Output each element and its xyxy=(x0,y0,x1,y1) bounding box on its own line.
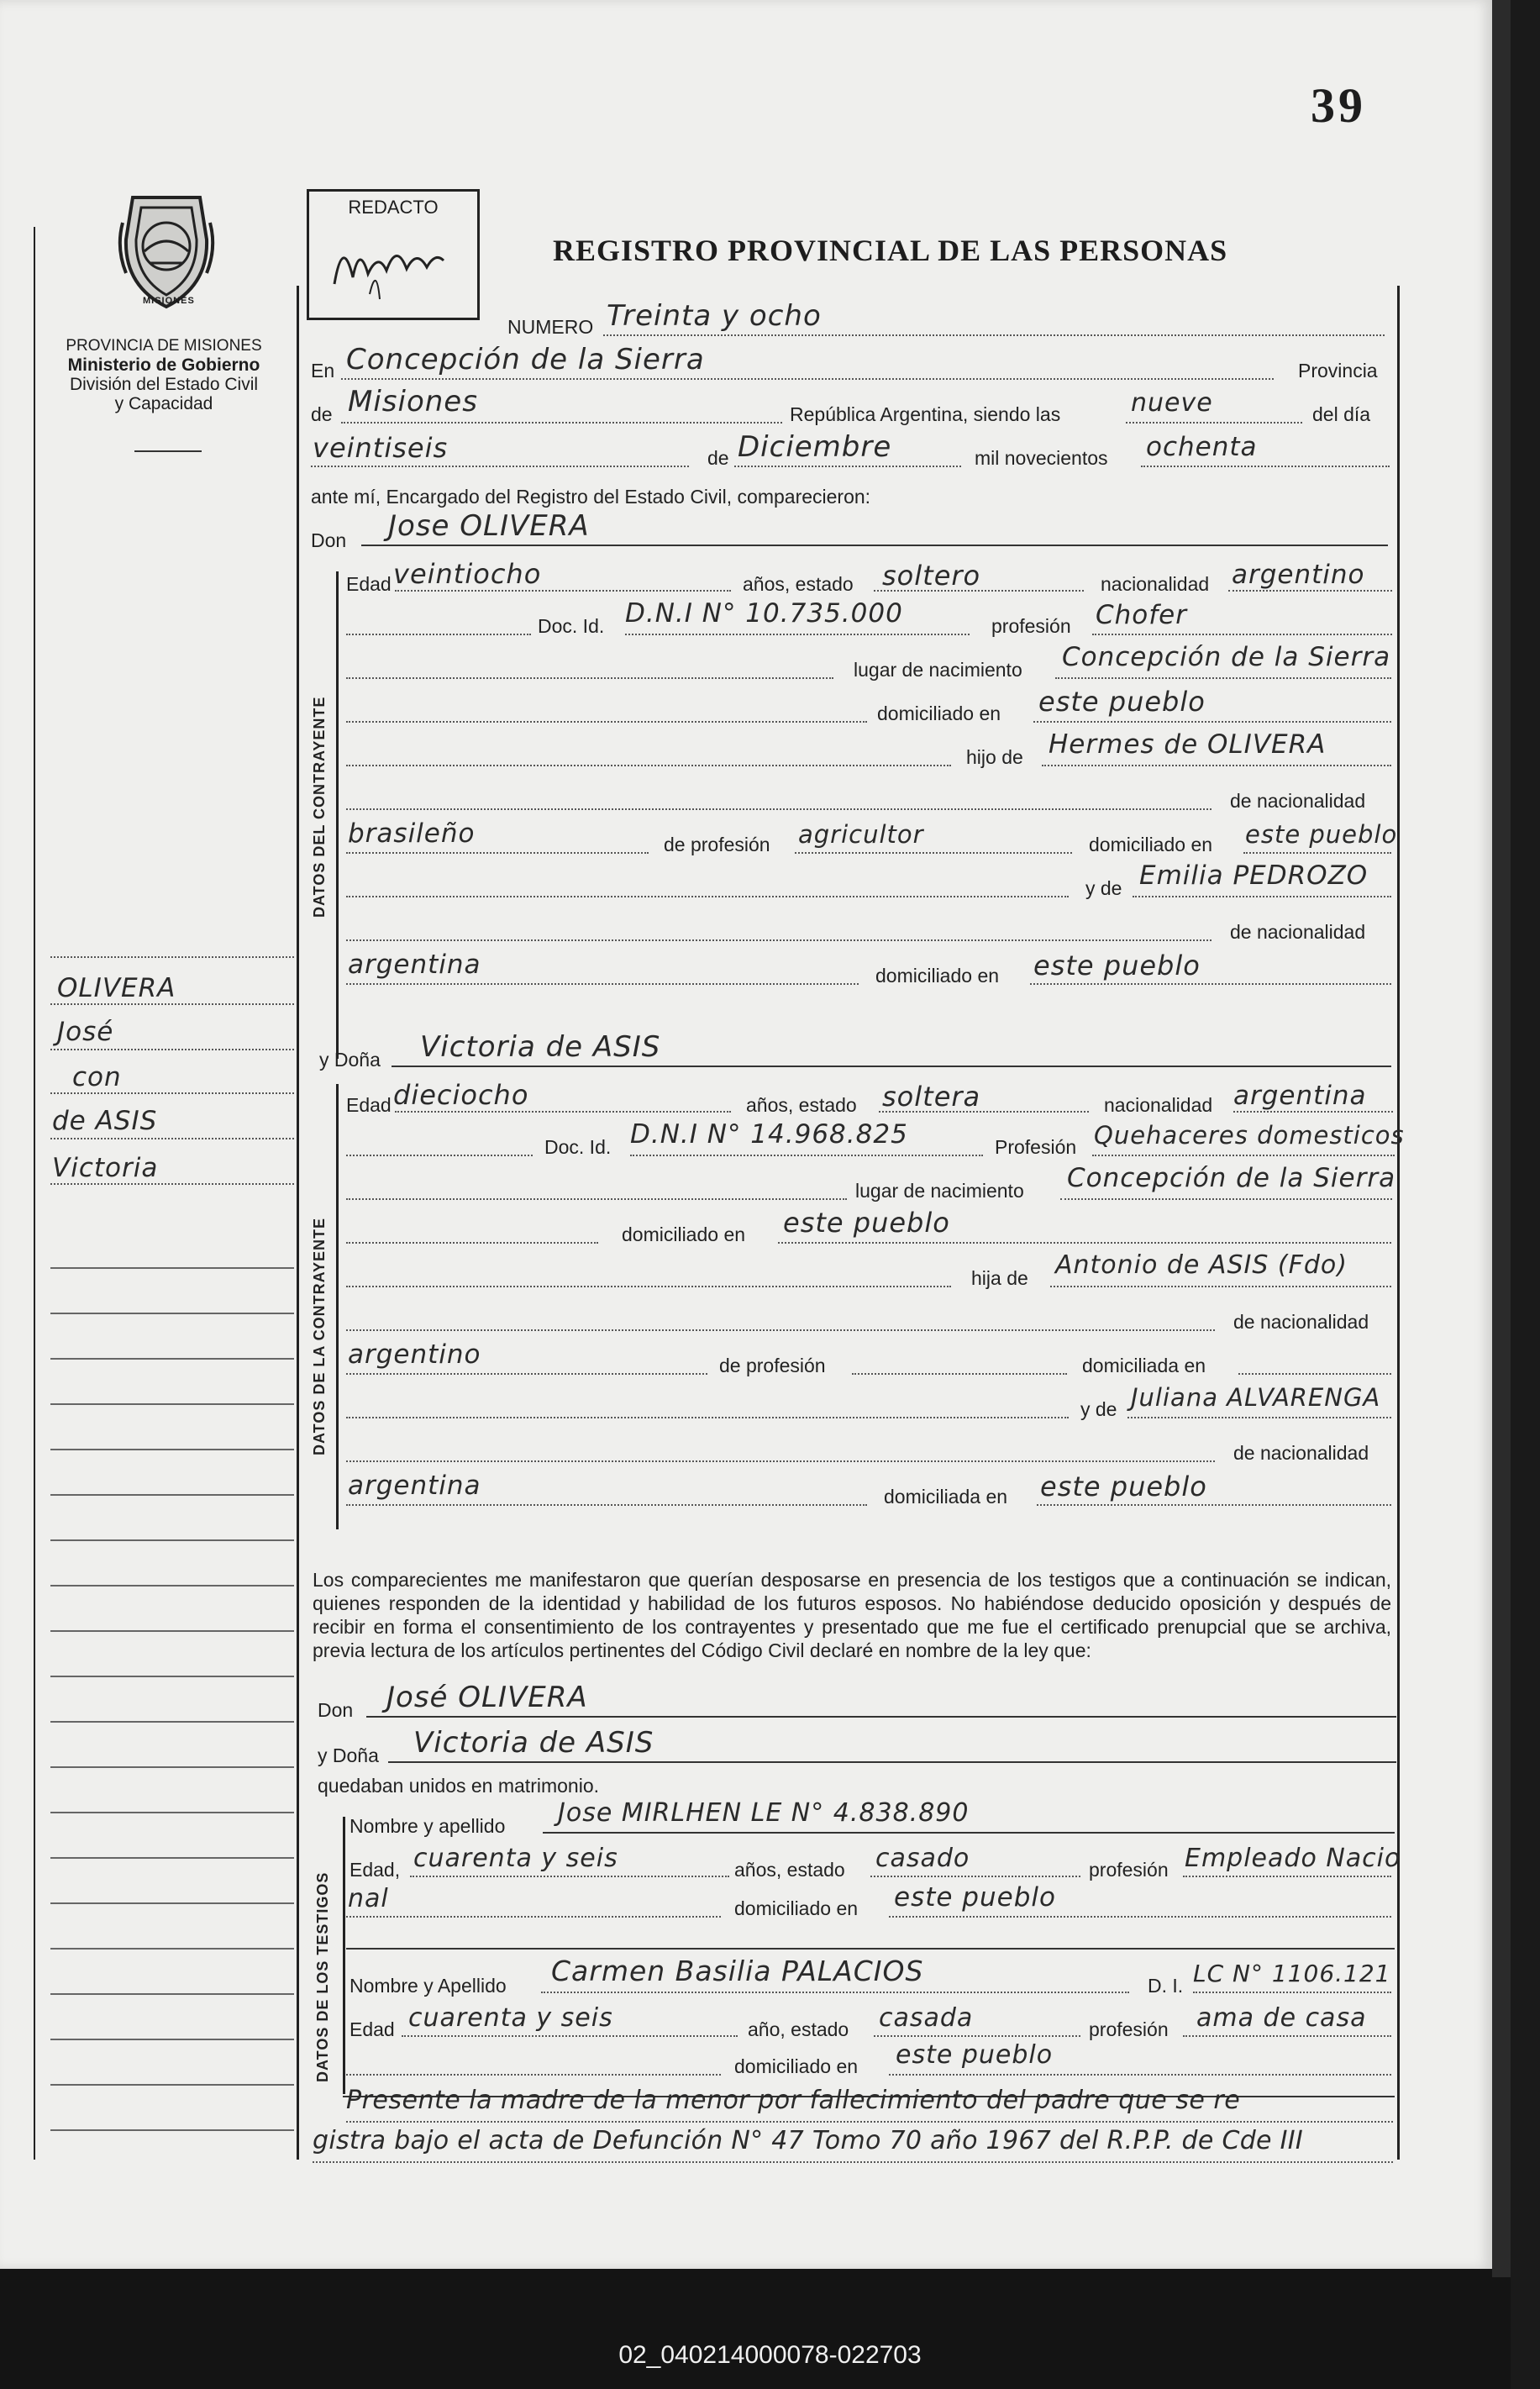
t2-estado-value: casada xyxy=(879,2003,974,2033)
c-madre-nac-pre-line xyxy=(346,939,1212,941)
c-anios-label: años, estado xyxy=(743,573,854,595)
dona-line xyxy=(392,1066,1391,1067)
de-mes-label: de xyxy=(707,447,729,469)
provincia-line xyxy=(341,422,782,424)
redacto-stamp xyxy=(307,189,480,320)
numero-label: NUMERO xyxy=(507,316,594,338)
f-yde-label: y de xyxy=(1080,1398,1117,1420)
don-label: Don xyxy=(311,529,347,551)
testigos-separator xyxy=(346,1948,1395,1950)
f-padre-value: Antonio de ASIS (Fdo) xyxy=(1055,1250,1348,1280)
f-doc-pre-line xyxy=(346,1155,533,1156)
contrayente-rule xyxy=(336,571,339,1059)
dona-label: y Doña xyxy=(319,1049,381,1071)
mil-label: mil novecientos xyxy=(975,447,1108,469)
c-madre-pre-line xyxy=(346,896,1069,897)
f-dom-value: este pueblo xyxy=(783,1207,950,1239)
t2-edad-label: Edad xyxy=(350,2018,395,2040)
c-edad-label: Edad xyxy=(346,573,392,595)
c-doc-label: Doc. Id. xyxy=(538,615,605,637)
t1-prof-line xyxy=(1183,1876,1391,1877)
f-madre-value: Juliana ALVARENGA xyxy=(1131,1383,1381,1412)
c-padre-prof-label: de profesión xyxy=(664,834,770,855)
mes-value: Diciembre xyxy=(738,430,892,464)
f-padre-dom-line xyxy=(1238,1373,1391,1375)
c-estado-value: soltero xyxy=(882,560,981,592)
c-padre-dom-label: domiciliado en xyxy=(1089,834,1213,855)
c-dom-value: este pueblo xyxy=(1038,686,1206,718)
t1-estado-line xyxy=(870,1876,1080,1877)
c-padre-prof-value: agricultor xyxy=(798,820,924,849)
office-block xyxy=(34,336,294,413)
c-doc-value: D.N.I N° 10.735.000 xyxy=(625,598,903,629)
union-dona-label: y Doña xyxy=(318,1744,379,1766)
anio-value: ochenta xyxy=(1146,432,1258,462)
t2-di-line xyxy=(1193,1992,1391,1993)
c-lugar-value: Concepción de la Sierra xyxy=(1062,642,1391,672)
t2-prof-value: ama de casa xyxy=(1196,2003,1367,2033)
f-prof-value: Quehaceres domesticos xyxy=(1094,1121,1405,1150)
t1-prof-label: profesión xyxy=(1089,1859,1169,1881)
contrayenta-rule xyxy=(336,1084,339,1529)
t2-dom-value: este pueblo xyxy=(896,2040,1054,2070)
f-padre-nac-pre-line xyxy=(346,1329,1215,1331)
union-dona-line xyxy=(388,1761,1396,1763)
t2-dom-label: domiciliado en xyxy=(734,2055,859,2077)
c-madre-dom-value: este pueblo xyxy=(1033,950,1201,981)
t2-prof-line xyxy=(1183,2035,1391,2037)
margin-note-spouse-firstname: Victoria xyxy=(52,1153,159,1183)
c-dom-label: domiciliado en xyxy=(877,702,1001,724)
c-dom-pre-line xyxy=(346,721,867,723)
office-capacity: y Capacidad xyxy=(114,394,213,413)
t2-nombre-line xyxy=(541,1992,1129,1993)
union-don-line xyxy=(366,1716,1396,1718)
c-dom-line xyxy=(1033,721,1391,723)
c-madre-nac-label: de nacionalidad xyxy=(1230,921,1366,943)
c-doc-line xyxy=(625,634,970,635)
mes-line xyxy=(734,466,961,467)
f-prof-line xyxy=(1092,1155,1395,1156)
f-nac-line xyxy=(1233,1111,1393,1113)
c-prof-value: Chofer xyxy=(1096,600,1187,630)
f-nac-value: argentina xyxy=(1233,1081,1367,1111)
c-madre-dom-line xyxy=(1030,983,1391,985)
t2-di-value: LC N° 1106.121 xyxy=(1193,1960,1391,1987)
c-yde-label: y de xyxy=(1085,877,1122,899)
lugar-line xyxy=(341,378,1274,380)
c-padre-nac-line xyxy=(346,852,649,854)
provincia-label: Provincia xyxy=(1298,360,1378,382)
numero-value: Treinta y ocho xyxy=(607,299,822,333)
t1-nombre-value: Jose MIRLHEN LE N° 4.838.890 xyxy=(558,1798,970,1828)
t2-dom-pre-line xyxy=(346,2074,721,2076)
don-line xyxy=(361,545,1388,546)
f-anios-label: años, estado xyxy=(746,1094,857,1116)
c-hijo-label: hijo de xyxy=(966,746,1023,768)
margin-note-con: con xyxy=(72,1062,122,1092)
c-lugar-line xyxy=(1055,677,1391,679)
f-madre-dom-label: domiciliada en xyxy=(884,1486,1008,1508)
t1-prof-value: Empleado Nacio xyxy=(1185,1844,1401,1873)
c-prof-label: profesión xyxy=(991,615,1071,637)
registry-title: REGISTRO PROVINCIAL DE LAS PERSONAS xyxy=(553,234,1228,267)
en-label: En xyxy=(311,360,335,382)
margin-note-spouse-surname: de ASIS xyxy=(52,1106,158,1136)
margin-note-firstname: José xyxy=(57,1017,114,1047)
contrayenta-side-label: DATOS DE LA CONTRAYENTE xyxy=(311,1217,328,1455)
hora-line xyxy=(1126,422,1302,424)
c-prof-line xyxy=(1092,634,1392,635)
f-dom-pre-line xyxy=(346,1242,598,1244)
f-edad-value: dieciocho xyxy=(393,1079,529,1111)
f-madre-nac-value: argentina xyxy=(348,1471,481,1501)
hora-value: nueve xyxy=(1131,388,1213,418)
f-madre-line xyxy=(1127,1417,1391,1418)
c-padre-nac-pre-line xyxy=(346,808,1212,810)
t1-dom-line xyxy=(889,1916,1391,1918)
f-hija-pre-line xyxy=(346,1286,951,1287)
f-padre-prof-label: de profesión xyxy=(719,1355,826,1376)
office-ministry: Ministerio de Gobierno xyxy=(67,355,260,375)
f-edad-label: Edad xyxy=(346,1094,392,1116)
f-madre-pre-line xyxy=(346,1417,1069,1418)
c-nac-value: argentino xyxy=(1232,560,1365,590)
c-padre-dom-line xyxy=(1243,852,1391,854)
office-division: División del Estado Civil xyxy=(69,375,259,394)
union-don-value: José OLIVERA xyxy=(386,1681,588,1714)
don-value: Jose OLIVERA xyxy=(388,509,590,543)
f-madre-nac-label: de nacionalidad xyxy=(1233,1442,1369,1464)
union-don-label: Don xyxy=(318,1699,354,1721)
t1-anios-label: años, estado xyxy=(734,1859,845,1881)
t1-edad-value: cuarenta y seis xyxy=(413,1844,618,1873)
f-padre-dom-label: domiciliada en xyxy=(1082,1355,1206,1376)
c-padre-nac-value: brasileño xyxy=(348,818,476,849)
declaration-paragraph: Los comparecientes me manifestaron que querían desposarse en presencia de los testigos que a continuación se indican, quienes responden de la identidad y habilidad de los futuros esposos. No habiéndose deducido oposición y después de recibir en forma el consentimiento de los contrayentes y presentado que me fue el certificado prenupcial que se archiva, previa lectura de los artículos pertinentes del Código Civil declaré en nombre de la ley que: xyxy=(313,1569,1391,1661)
c-madre-nac-line xyxy=(346,983,859,985)
c-madre-value: Emilia PEDROZO xyxy=(1139,860,1369,891)
c-madre-dom-label: domiciliado en xyxy=(875,965,1000,987)
f-lugar-line xyxy=(1060,1198,1392,1200)
f-padre-prof-line xyxy=(852,1373,1067,1375)
f-lugar-label: lugar de nacimiento xyxy=(855,1180,1024,1202)
final-note-1: Presente la madre de la menor por fallecimiento del padre que se re xyxy=(346,2086,1241,2115)
c-padre-dom-value: este pueblo xyxy=(1245,820,1398,849)
c-nac-label: nacionalidad xyxy=(1101,573,1210,595)
t2-prof-label: profesión xyxy=(1089,2018,1169,2040)
f-padre-nac-value: argentino xyxy=(348,1339,481,1370)
dia-line xyxy=(311,466,689,467)
f-lugar-value: Concepción de la Sierra xyxy=(1067,1163,1396,1193)
t1-estado-value: casado xyxy=(875,1844,970,1873)
t2-dom-line xyxy=(889,2074,1391,2076)
c-lugar-pre-line xyxy=(346,677,833,679)
c-lugar-label: lugar de nacimiento xyxy=(854,659,1022,681)
c-padre-prof-line xyxy=(795,852,1072,854)
c-padre-nac-label: de nacionalidad xyxy=(1230,790,1366,812)
contrayente-side-label: DATOS DEL CONTRAYENTE xyxy=(311,696,328,918)
f-doc-line xyxy=(630,1155,983,1156)
t1-edad-line xyxy=(410,1876,729,1877)
f-doc-value: D.N.I N° 14.968.825 xyxy=(630,1119,908,1150)
dona-value: Victoria de ASIS xyxy=(420,1030,661,1064)
c-edad-value: veintiocho xyxy=(393,558,542,590)
f-lugar-pre-line xyxy=(346,1198,847,1200)
f-padre-line xyxy=(1050,1286,1391,1287)
c-madre-nac-value: argentina xyxy=(348,950,481,980)
t2-di-label: D. I. xyxy=(1148,1975,1184,1997)
redacto-label: REDACTO xyxy=(309,192,477,218)
f-madre-nac-pre-line xyxy=(346,1460,1215,1462)
t1-nombre-line xyxy=(543,1832,1395,1834)
f-prof-label: Profesión xyxy=(995,1136,1077,1158)
c-padre-value: Hermes de OLIVERA xyxy=(1049,729,1327,760)
de-label: de xyxy=(311,403,333,425)
quedaban-text: quedaban unidos en matrimonio. xyxy=(318,1775,600,1797)
scan-identifier: 02_040214000078-022703 xyxy=(618,2341,922,2369)
note-line-1 xyxy=(346,2121,1393,2123)
form-right-rule xyxy=(1397,286,1400,2160)
c-doc-pre-line xyxy=(346,634,531,635)
f-padre-nac-label: de nacionalidad xyxy=(1233,1311,1369,1333)
f-madre-dom-value: este pueblo xyxy=(1040,1471,1207,1502)
note-line-2 xyxy=(313,2161,1393,2163)
office-divider xyxy=(134,450,202,452)
f-padre-nac-line xyxy=(346,1373,707,1375)
f-doc-label: Doc. Id. xyxy=(544,1136,612,1158)
final-note-2: gistra bajo el acta de Defunción N° 47 Tomo 70 año 1967 del R.P.P. de Cde III xyxy=(313,2126,1304,2155)
f-dom-line xyxy=(778,1242,1391,1244)
form-left-rule xyxy=(297,286,299,2160)
dia-value: veintiseis xyxy=(313,432,449,464)
t1-dom-value: este pueblo xyxy=(894,1882,1056,1913)
t2-edad-line xyxy=(402,2035,738,2037)
union-dona-value: Victoria de ASIS xyxy=(413,1726,654,1760)
office-province: PROVINCIA DE MISIONES xyxy=(66,337,262,355)
del-dia-label: del día xyxy=(1312,403,1371,425)
t2-nombre-value: Carmen Basilia PALACIOS xyxy=(551,1955,924,1987)
f-hija-label: hija de xyxy=(971,1267,1028,1289)
page-number: 39 xyxy=(1311,78,1366,133)
t1-prof-cont-value: nal xyxy=(348,1884,389,1913)
stamp-signature xyxy=(309,218,469,303)
t1-nombre-label: Nombre y apellido xyxy=(350,1815,506,1837)
t1-dom-label: domiciliado en xyxy=(734,1897,859,1919)
c-hijo-pre-line xyxy=(346,765,951,766)
left-margin-rule xyxy=(34,227,35,2160)
margin-empty-lines xyxy=(50,1223,294,2148)
numero-line xyxy=(603,334,1385,336)
testigos-side-label: DATOS DE LOS TESTIGOS xyxy=(314,1871,331,2082)
anio-line xyxy=(1141,466,1390,467)
ante-label: ante mí, Encargado del Registro del Estado Civil, comparecieron: xyxy=(311,486,871,508)
t2-nombre-label: Nombre y Apellido xyxy=(350,1975,507,1997)
c-madre-line xyxy=(1133,896,1391,897)
c-edad-line xyxy=(395,590,731,592)
t2-anios-label: año, estado xyxy=(748,2018,849,2040)
c-nac-line xyxy=(1228,590,1392,592)
lugar-value: Concepción de la Sierra xyxy=(346,343,705,376)
book-edge xyxy=(1511,0,1540,2389)
f-madre-dom-line xyxy=(1037,1504,1391,1506)
republica-label: República Argentina, siendo las xyxy=(790,403,1061,425)
c-padre-line xyxy=(1042,765,1391,766)
t2-edad-value: cuarenta y seis xyxy=(408,2003,613,2033)
book-binding xyxy=(1492,0,1511,2277)
f-edad-line xyxy=(395,1111,731,1113)
f-estado-value: soltera xyxy=(882,1081,981,1113)
t1-prof-cont-line xyxy=(346,1916,721,1918)
f-madre-nac-line xyxy=(346,1504,867,1506)
f-dom-label: domiciliado en xyxy=(622,1223,746,1245)
f-nac-label: nacionalidad xyxy=(1104,1094,1213,1116)
testigos-rule xyxy=(343,1817,345,2094)
provincia-value: Misiones xyxy=(348,385,478,418)
margin-note-surname: OLIVERA xyxy=(57,973,176,1003)
seal-label: MISIONES xyxy=(143,296,195,306)
t2-estado-line xyxy=(874,2035,1080,2037)
t1-edad-label: Edad, xyxy=(350,1859,401,1881)
